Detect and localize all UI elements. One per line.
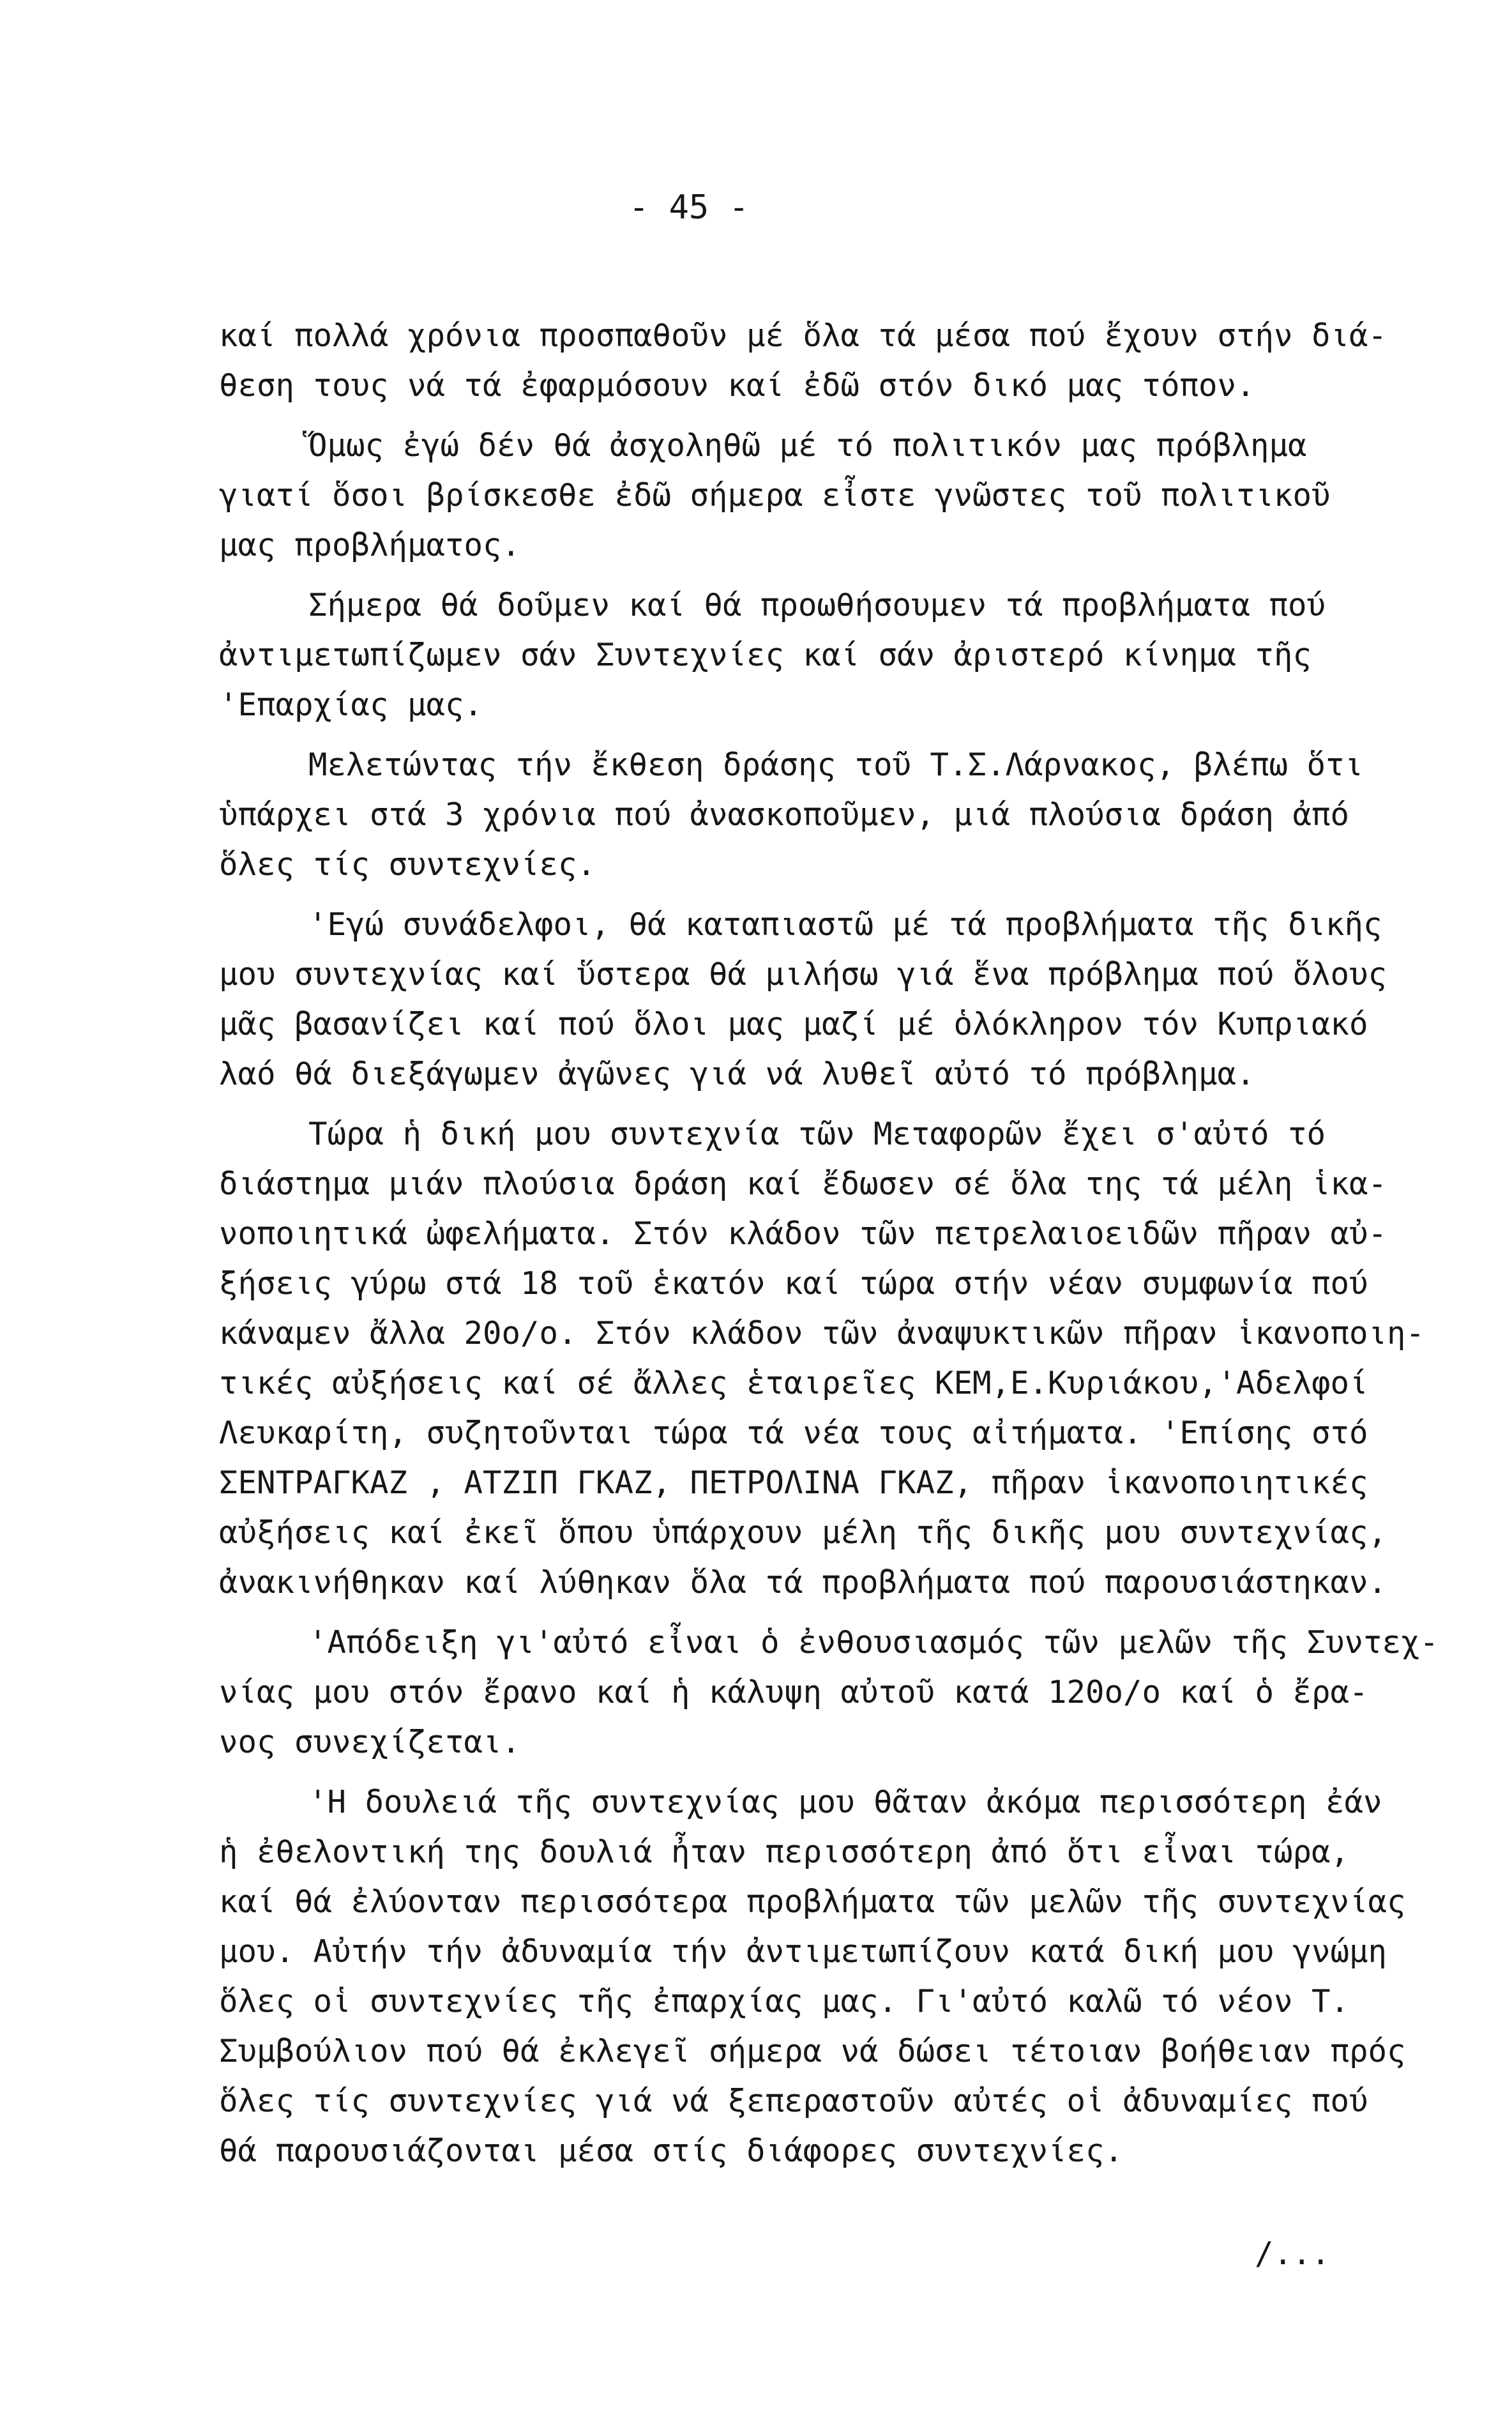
text-line: θά παρουσιάζονται μέσα στίς διάφορες συντεχνίες. [219, 2133, 1124, 2169]
text-line: κάναμεν ἄλλα 20ο/ο. Στόν κλάδον τῶν ἀναψυκτικῶν πῆραν ἱκανοποιη- [219, 1315, 1425, 1351]
text-line: θεση τους νά τά ἐφαρμόσουν καί ἐδῶ στόν δικό μας τόπον. [219, 367, 1255, 404]
paragraph-5 [219, 900, 1490, 1099]
text-line: 'Απόδειξη γι'αὐτό εἶναι ὁ ἐνθουσιασμός τῶν μελῶν τῆς Συντεχ- [308, 1624, 1439, 1661]
text-line: νίας μου στόν ἔρανο καί ἡ κάλυψη αὐτοῦ κατά 120ο/ο καί ὁ ἔρα- [219, 1674, 1368, 1710]
text-line: Λευκαρίτη, συζητοῦνται τώρα τά νέα τους αἰτήματα. 'Επίσης στό [219, 1415, 1368, 1451]
paragraph-3 [219, 581, 1490, 730]
text-line: τικές αὐξήσεις καί σέ ἄλλες ἑταιρεῖες ΚΕΜ,Ε.Κυριάκου,'Αδελφοί [219, 1365, 1368, 1401]
text-line: γιατί ὅσοι βρίσκεσθε ἐδῶ σήμερα εἶστε γνῶστες τοῦ πολιτικοῦ [219, 477, 1331, 514]
text-line: ὅλες οἱ συντεχνίες τῆς ἐπαρχίας μας. Γι'αὐτό καλῶ τό νέον Τ. [219, 1983, 1350, 2020]
text-line: ὅλες τίς συντεχνίες γιά νά ξεπεραστοῦν αὐτές οἱ ἀδυναμίες πού [219, 2083, 1368, 2119]
text-line: διάστημα μιάν πλούσια δράση καί ἔδωσεν σέ ὅλα της τά μέλη ἱκα- [219, 1166, 1387, 1202]
text-line: λαό θά διεξάγωμεν ἀγῶνες γιά νά λυθεῖ αὐτό τό πρόβλημα. [219, 1056, 1255, 1092]
text-line: ΣΕΝΤΡΑΓΚΑΖ , ΑΤΖΙΠ ΓΚΑΖ, ΠΕΤΡΟΛΙΝΑ ΓΚΑΖ, πῆραν ἱκανοποιητικές [219, 1465, 1368, 1501]
text-line: Ὅμως ἐγώ δέν θά ἀσχοληθῶ μέ τό πολιτικόν μας πρόβλημα [308, 427, 1307, 464]
paragraph-1 [219, 311, 1490, 411]
text-line: καί θά ἐλύονταν περισσότερα προβλήματα τῶν μελῶν τῆς συντεχνίας [219, 1884, 1406, 1920]
text-line: Σήμερα θά δοῦμεν καί θά προωθήσουμεν τά προβλήματα πού [308, 587, 1326, 623]
text-line: καί πολλά χρόνια προσπαθοῦν μέ ὅλα τά μέσα πού ἔχουν στήν διά- [219, 317, 1387, 354]
paragraph-2 [219, 421, 1490, 570]
text-line: νοποιητικά ὠφελήματα. Στόν κλάδον τῶν πετρελαιοειδῶν πῆραν αὐ- [219, 1215, 1387, 1252]
text-line: 'Εγώ συνάδελφοι, θά καταπιαστῶ μέ τά προβλήματα τῆς δικῆς [308, 906, 1382, 943]
text-line: ξήσεις γύρω στά 18 τοῦ ἑκατόν καί τώρα στήν νέαν συμφωνία πού [219, 1265, 1368, 1302]
text-line: αὐξήσεις καί ἐκεῖ ὅπου ὑπάρχουν μέλη τῆς δικῆς μου συντεχνίας, [219, 1514, 1387, 1551]
text-line: ἀνακινήθηκαν καί λύθηκαν ὅλα τά προβλήματα πού παρουσιάστηκαν. [219, 1564, 1387, 1601]
text-line: ὑπάρχει στά 3 χρόνια πού ἀνασκοποῦμεν, μιά πλούσια δράση ἀπό [219, 796, 1350, 833]
paragraph-8 [219, 1777, 1490, 2176]
text-line: μᾶς βασανίζει καί πού ὅλοι μας μαζί μέ ὁλόκληρον τόν Κυπριακό [219, 1006, 1368, 1042]
paragraph-4 [219, 740, 1490, 890]
document-body [219, 311, 1490, 2176]
continuation-mark: /... [1255, 2235, 1331, 2272]
text-line: 'Επαρχίας μας. [219, 687, 483, 723]
text-line: ὅλες τίς συντεχνίες. [219, 846, 596, 883]
text-line: Συμβούλιον πού θά ἐκλεγεῖ σήμερα νά δώσει τέτοιαν βοήθειαν πρός [219, 2033, 1406, 2069]
text-line: νος συνεχίζεται. [219, 1724, 521, 1760]
page-number: - 45 - [629, 188, 749, 227]
text-line: ἡ ἐθελοντική της δουλιά ἦταν περισσότερη ἀπό ὅτι εἶναι τώρα, [219, 1834, 1350, 1870]
paragraph-7 [219, 1618, 1490, 1767]
text-line: Τώρα ἡ δική μου συντεχνία τῶν Μεταφορῶν ἔχει σ'αὐτό τό [308, 1116, 1326, 1152]
text-line: Μελετώντας τήν ἔκθεση δράσης τοῦ Τ.Σ.Λάρνακος, βλέπω ὅτι [308, 747, 1364, 783]
text-line: μου. Αὐτήν τήν ἀδυναμία τήν ἀντιμετωπίζουν κατά δική μου γνώμη [219, 1933, 1387, 1970]
text-line: μας προβλήματος. [219, 527, 521, 563]
text-line: 'Η δουλειά τῆς συντεχνίας μου θᾶταν ἀκόμα περισσότερη ἐάν [308, 1784, 1382, 1820]
text-line: μου συντεχνίας καί ὕστερα θά μιλήσω γιά ἕνα πρόβλημα πού ὅλους [219, 956, 1387, 993]
paragraph-6 [219, 1109, 1490, 1608]
text-line: ἀντιμετωπίζωμεν σάν Συντεχνίες καί σάν ἀριστερό κίνημα τῆς [219, 637, 1312, 673]
